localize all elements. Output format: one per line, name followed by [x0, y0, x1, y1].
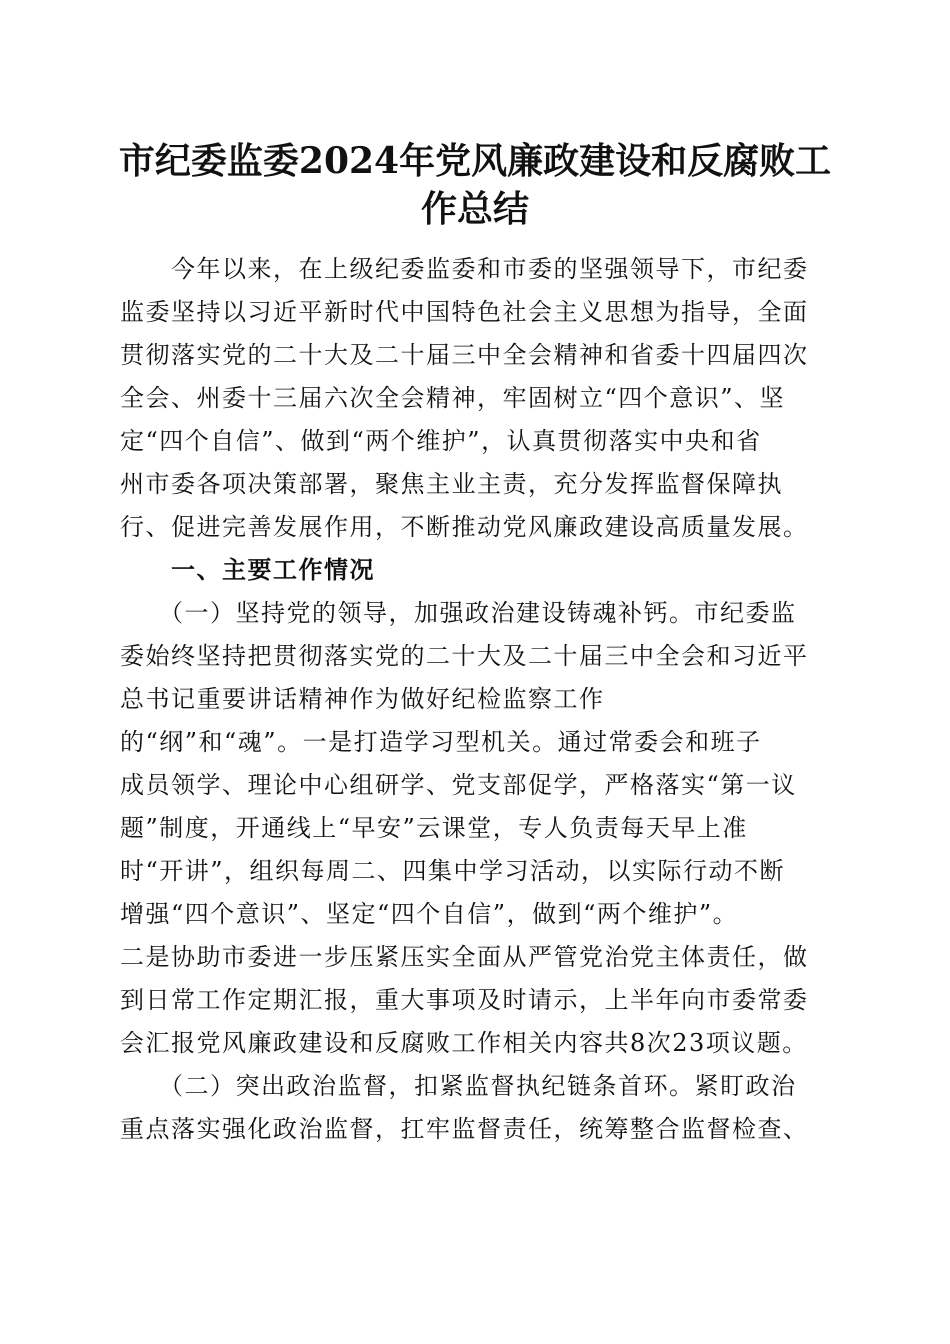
paragraph-line: 定“四个自信”、做到“两个维护”，认真贯彻落实中央和省 — [120, 427, 762, 455]
paragraph-line: （二）突出政治监督，扣紧监督执纪链条首环。紧盯政治 — [120, 1072, 797, 1100]
paragraph-line: 行、促进完善发展作用，不断推动党风廉政建设高质量发展。 — [120, 513, 809, 541]
paragraph-line: 会汇报党风廉政建设和反腐败工作相关内容共8次23项议题。 — [120, 1029, 808, 1057]
paragraph-line: 增强“四个意识”、坚定“四个自信”，做到“两个维护”。 — [120, 900, 739, 928]
paragraph-line: 时“开讲”，组织每周二、四集中学习活动，以实际行动不断 — [120, 857, 786, 885]
paragraph-line: 总书记重要讲话精神作为做好纪检监察工作 — [120, 685, 605, 713]
paragraph-line: 二是协助市委进一步压紧压实全面从严管党治党主体责任，做 — [120, 943, 809, 971]
paragraph-line: 今年以来，在上级纪委监委和市委的坚强领导下，市纪委 — [120, 255, 809, 283]
section-heading: 一、主要工作情况 — [120, 556, 375, 584]
paragraph-line: 州市委各项决策部署，聚焦主业主责，充分发挥监督保障执 — [120, 470, 783, 498]
document-title-line-1: 市纪委监委2024年党风廉政建设和反腐败工 — [118, 140, 832, 182]
paragraph-line: 全会、州委十三届六次全会精神，牢固树立“四个意识”、坚 — [120, 384, 786, 412]
paragraph-line: 监委坚持以习近平新时代中国特色社会主义思想为指导，全面 — [120, 298, 809, 326]
paragraph-line: 贯彻落实党的二十大及二十届三中全会精神和省委十四届四次 — [120, 341, 809, 369]
paragraph-line: 重点落实强化政治监督，扛牢监督责任，统筹整合监督检查、 — [120, 1115, 809, 1143]
paragraph-line: 题”制度，开通线上“早安”云课堂，专人负责每天早上准 — [120, 814, 748, 842]
paragraph-line: （一）坚持党的领导，加强政治建设铸魂补钙。市纪委监 — [120, 599, 797, 627]
document-title-line-2: 作总结 — [420, 188, 529, 230]
paragraph-line: 到日常工作定期汇报，重大事项及时请示，上半年向市委常委 — [120, 986, 809, 1014]
paragraph-line: 委始终坚持把贯彻落实党的二十大及二十届三中全会和习近平 — [120, 642, 809, 670]
paragraph-line: 成员领学、理论中心组研学、党支部促学，严格落实“第一议 — [120, 771, 797, 799]
paragraph-line: 的“纲”和“魂”。一是打造学习型机关。通过常委会和班子 — [120, 728, 762, 756]
